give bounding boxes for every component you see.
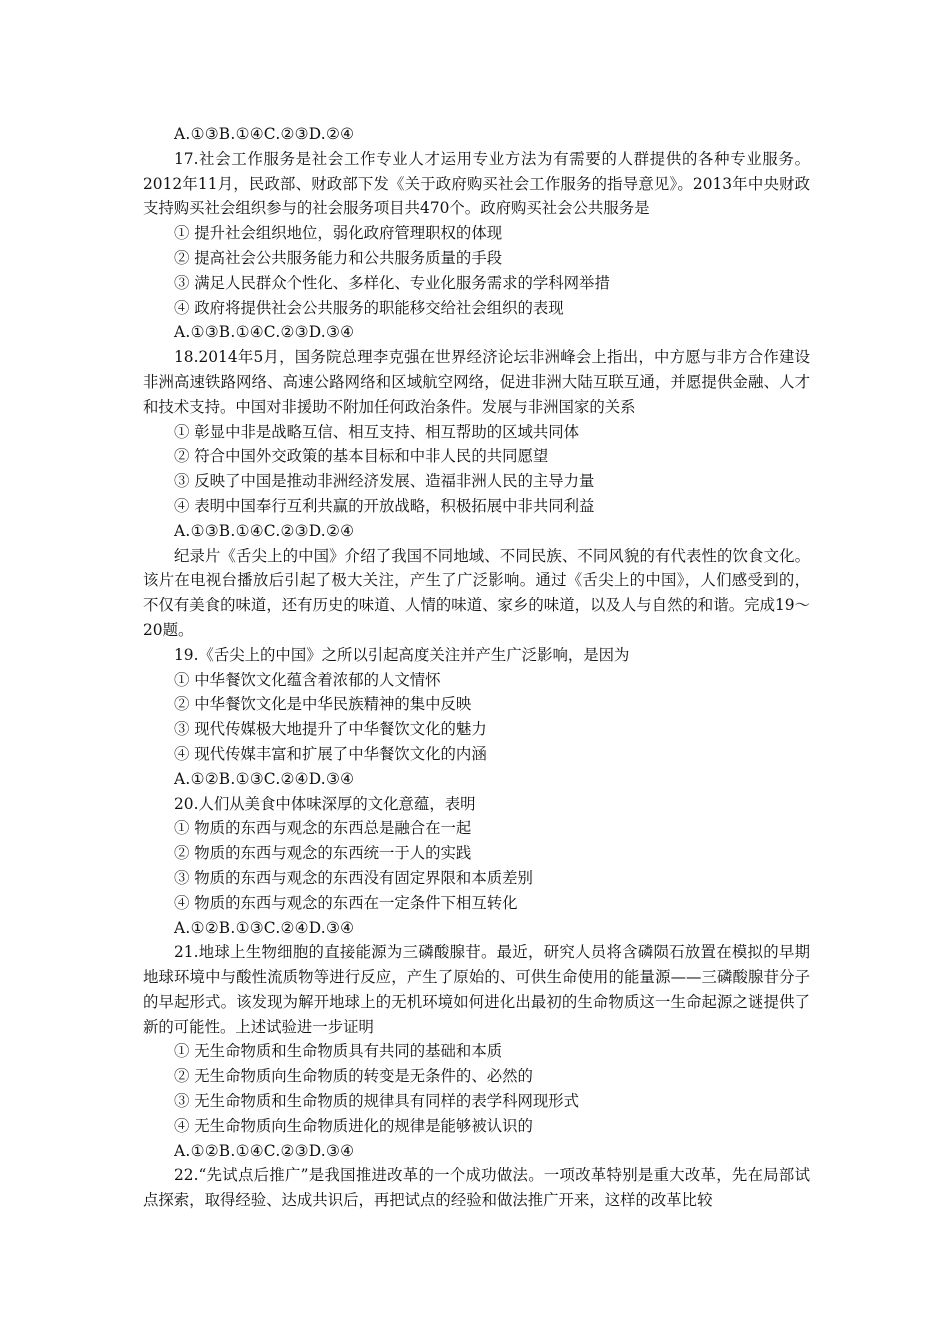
question-21-stem: 21.地球上生物细胞的直接能源为三磷酸腺苷。最近，研究人员将含磷陨石放置在模拟的早期地球环境中与酸性流质物等进行反应，产生了原始的、可供生命使用的能量源——三磷酸腺苷分子的早起形式。该发现为解开地球上的无机环境如何进化出最初的生命物质这一生命起源之谜提供了新的可能性。上述试验进一步证明 <box>143 943 810 1036</box>
q19-option-4: ④ 现代传媒丰富和扩展了中华餐饮文化的内涵 <box>174 744 487 763</box>
question-18-stem: 18.2014年5月，国务院总理李克强在世界经济论坛非洲峰会上指出，中方愿与非方合作建设非洲高速铁路网络、高速公路网络和区域航空网络，促进非洲大陆互联互通，并愿提供金融、人才和技术支持。中国对非援助不附加任何政治条件。发展与非洲国家的关系 <box>143 348 810 416</box>
question-19-stem: 19.《舌尖上的中国》之所以引起高度关注并产生广泛影响，是因为 <box>174 645 630 664</box>
q20-option-3: ③ 物质的东西与观念的东西没有固定界限和本质差别 <box>174 868 533 887</box>
q19-option-2: ② 中华餐饮文化是中华民族精神的集中反映 <box>174 695 472 714</box>
q21-option-4: ④ 无生命物质向生命物质进化的规律是能够被认识的 <box>174 1116 533 1135</box>
answer-options-q18: A.①③B.①④C.②③D.②④ <box>174 521 355 540</box>
q20-option-1: ① 物质的东西与观念的东西总是融合在一起 <box>174 819 472 838</box>
q18-option-2: ② 符合中国外交政策的基本目标和中非人民的共同愿望 <box>174 447 549 466</box>
question-17-stem: 17.社会工作服务是社会工作专业人才运用专业方法为有需要的人群提供的各种专业服务。2012年11月，民政部、财政部下发《关于政府购买社会工作服务的指导意见》。2013年中央财政支持购买社会组织参与的社会服务项目共470个。政府购买社会公共服务是 <box>143 149 810 218</box>
q17-option-3: ③ 满足人民群众个性化、多样化、专业化服务需求的学科网举措 <box>174 273 610 292</box>
q19-option-1: ① 中华餐饮文化蕴含着浓郁的人文情怀 <box>174 670 441 689</box>
q17-option-4: ④ 政府将提供社会公共服务的职能移交给社会组织的表现 <box>174 298 564 317</box>
q20-option-4: ④ 物质的东西与观念的东西在一定条件下相互转化 <box>174 893 518 912</box>
answer-options-q21: A.①②B.①④C.②③D.③④ <box>174 1141 355 1160</box>
answer-options-q16: A.①③B.①④C.②③D.②④ <box>174 125 355 143</box>
q21-option-1: ① 无生命物质和生命物质具有共同的基础和本质 <box>174 1042 503 1061</box>
q21-option-3: ③ 无生命物质和生命物质的规律具有同样的表学科网现形式 <box>174 1092 580 1111</box>
q19-option-3: ③ 现代传媒极大地提升了中华餐饮文化的魅力 <box>174 720 487 739</box>
answer-options-q19: A.①②B.①③C.②④D.③④ <box>174 769 355 788</box>
q18-option-1: ① 彰显中非是战略互信、相互支持、相互帮助的区域共同体 <box>174 422 580 441</box>
question-22-stem: 22.“先试点后推广”是我国推进改革的一个成功做法。一项改革特别是重大改革，先在局部试点探索，取得经验、达成共识后，再把试点的经验和做法推广开来，这样的改革比较 <box>143 1166 810 1210</box>
q21-option-2: ② 无生命物质向生命物质的转变是无条件的、必然的 <box>174 1067 533 1086</box>
question-20-stem: 20.人们从美食中体味深厚的文化意蕴，表明 <box>174 794 476 813</box>
q17-option-1: ① 提升社会组织地位，弱化政府管理职权的体现 <box>174 224 503 243</box>
answer-options-q20: A.①②B.①③C.②④D.③④ <box>174 918 355 937</box>
answer-options-q17: A.①③B.①④C.②③D.③④ <box>174 323 355 342</box>
q18-option-3: ③ 反映了中国是推动非洲经济发展、造福非洲人民的主导力量 <box>174 472 595 491</box>
q18-option-4: ④ 表明中国奉行互利共赢的开放战略，积极拓展中非共同利益 <box>174 496 595 515</box>
material-paragraph: 纪录片《舌尖上的中国》介绍了我国不同地域、不同民族、不同风貌的有代表性的饮食文化。该片在电视台播放后引起了极大关注，产生了广泛影响。通过《舌尖上的中国》，人们感受到的，不仅有美食的味道，还有历史的味道、人情的味道、家乡的味道，以及人与自然的和谐。完成19～20题。 <box>143 546 810 639</box>
q20-option-2: ② 物质的东西与观念的东西统一于人的实践 <box>174 844 472 863</box>
q17-option-2: ② 提高社会公共服务能力和公共服务质量的手段 <box>174 248 503 267</box>
